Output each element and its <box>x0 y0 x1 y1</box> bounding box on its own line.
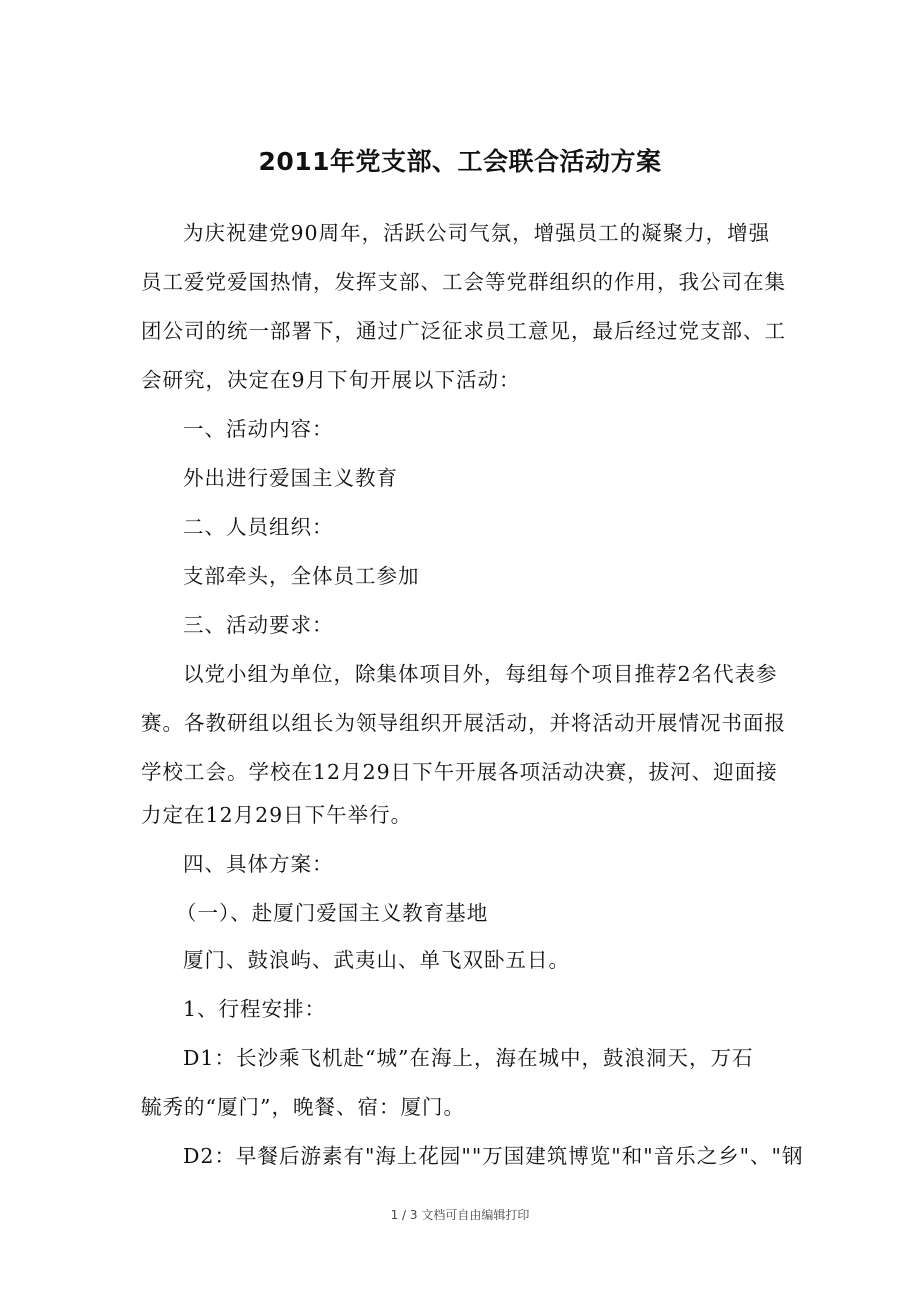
paragraph-line: 毓秀的“厦门”，晚餐、宿：厦门。 <box>141 1095 465 1119</box>
paragraph-line: 为庆祝建党90周年，活跃公司气氛，增强员工的凝聚力，增强 <box>183 221 771 245</box>
paragraph-line: 团公司的统一部署下，通过广泛征求员工意见，最后经过党支部、工 <box>141 319 786 343</box>
paragraph-line: 支部牵头，全体员工参加 <box>183 564 420 588</box>
paragraph-line: 1、行程安排： <box>183 997 327 1021</box>
section-heading: 三、活动要求： <box>183 613 334 637</box>
section-heading: 二、人员组织： <box>183 515 334 539</box>
section-heading: 一、活动内容： <box>183 417 334 441</box>
page-footer: 1 / 3 文档可自由编辑打印 <box>390 1208 530 1222</box>
paragraph-line: 以党小组为单位，除集体项目外，每组每个项目推荐2名代表参 <box>183 662 778 686</box>
document-title: 2011年党支部、工会联合活动方案 <box>258 147 662 176</box>
paragraph-line: 会研究，决定在9月下旬开展以下活动： <box>141 368 521 392</box>
paragraph-line: 学校工会。学校在12月29日下午开展各项活动决赛，拔河、迎面接 <box>141 760 778 784</box>
paragraph-line: 外出进行爱国主义教育 <box>183 466 398 490</box>
paragraph-line: 赛。各教研组以组长为领导组织开展活动，并将活动开展情况书面报 <box>141 711 786 735</box>
paragraph-line: 力定在12月29日下午举行。 <box>141 803 413 827</box>
subsection-heading: （一）、赴厦门爱国主义教育基地 <box>176 901 489 925</box>
paragraph-line: 员工爱党爱国热情，发挥支部、工会等党群组织的作用，我公司在集 <box>141 270 786 294</box>
paragraph-line: 厦门、鼓浪屿、武夷山、单飞双卧五日。 <box>183 948 570 972</box>
paragraph-line: D2：早餐后游素有"海上花园""万国建筑博览"和"音乐之乡"、"钢 <box>183 1144 804 1168</box>
paragraph-line: D1：长沙乘飞机赴“城”在海上，海在城中，鼓浪洞天，万石 <box>183 1046 754 1070</box>
section-heading: 四、具体方案： <box>183 852 334 876</box>
